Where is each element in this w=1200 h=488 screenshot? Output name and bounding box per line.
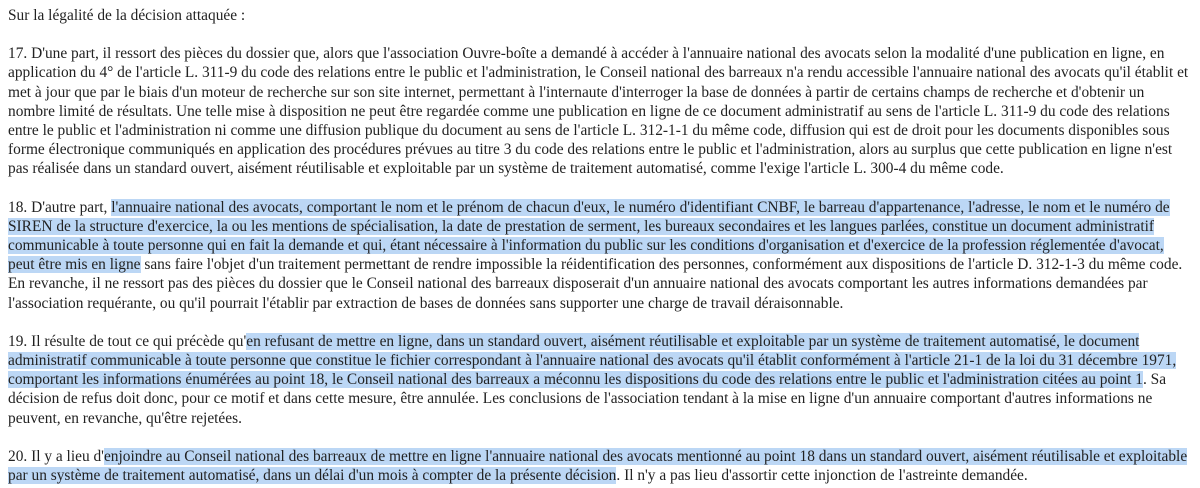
- paragraph-19-rest: . Sa décision de refus doit donc, pour ce motif et dans cette mesure, être annulée. Les conclusions de l'association tendant à la mise en ligne d'un annuaire comportant d'autres informations ne peuvent, en revanche, qu'être rejetées.: [8, 371, 1167, 427]
- paragraph-18-rest: sans faire l'objet d'un traitement permettant de rendre impossible la réidentification des personnes, conformément aux dispositions de l'article D. 312-1-3 du même code. En revanche, il ne ressort pas des pièces du dossier que le Conseil national des barreaux disposerait d'un annuaire national des avocats comportant les autres informations demandées par l'association requérante, ou qu'il pourrait l'établir par extraction de bases de données sans supporter une charge de travail déraisonnable.: [8, 256, 1183, 312]
- paragraph-18-highlight[interactable]: l'annuaire national des avocats, comportant le nom et le prénom de chacun d'eux, le numéro d'identifiant CNBF, le barreau d'appartenance, l'adresse, le nom et le numéro de SIREN de la structure d'exercice, la ou les mentions de spécialisation, la date de prestation de serment, les bureaux secondaires et les langues parlées, constitue un document administratif communicable à toute personne qui en fait la demande et qui, étant nécessaire à l'information du public sur les conditions d'organisation et d'exercice de la profession réglementée d'avocat, peut être mis en ligne: [8, 198, 1170, 274]
- paragraph-20-highlight[interactable]: enjoindre au Conseil national des barreaux de mettre en ligne l'annuaire national des avocats mentionné au point 18 dans un standard ouvert, aisément réutilisable et exploitable par un système de traitement automatisé, dans un délai d'un mois à compter de la présente décision: [8, 447, 1188, 485]
- paragraph-20: [8, 447, 1194, 485]
- section-heading: Sur la légalité de la décision attaquée :: [8, 7, 246, 24]
- paragraph-20-rest: . Il n'y a pas lieu d'assortir cette injonction de l'astreinte demandée.: [616, 467, 1028, 485]
- paragraph-19-highlight[interactable]: en refusant de mettre en ligne, dans un standard ouvert, aisément réutilisable et exploitable par un système de traitement automatisé, le document administratif communicable à toute personne que constitue le fichier correspondant à l'annuaire national des avocats qu'il établit conformément à l'article 21-1 de la loi du 31 décembre 1971, comportant les informations énumérées au point 18, le Conseil national des barreaux a méconnu les dispositions du code des relations entre le public et l'administration citées au point 1: [8, 332, 1177, 389]
- paragraph-19-lead: 19. Il résulte de tout ce qui précède qu': [8, 332, 247, 350]
- paragraph-20-lead: 20. Il y a lieu d': [8, 447, 104, 465]
- paragraph-18-lead: 18. D'autre part,: [8, 198, 112, 216]
- paragraph-17-text: 17. D'une part, il ressort des pièces du dossier que, alors que l'association Ouvre-boîte a demandé à accéder à l'annuaire national des avocats selon la modalité d'une publication en ligne, en application du 4° de l'article L. 311-9 du code des relations entre le public et l'administration, le Conseil national des barreaux n'a rendu accessible l'annuaire national des avocats qu'il établit et met à jour que par le biais d'un moteur de recherche sur son site internet, permettant à l'internaute d'interroger la base de données à partir de certains champs de recherche et d'obtenir un nombre limité de résultats. Une telle mise à disposition ne peut être regardée comme une publication en ligne de ce document administratif au sens de l'article L. 311-9 du code des relations entre le public et l'administration ni comme une diffusion publique du document au sens de l'article L. 312-1-1 du même code, diffusion qui est de droit pour les documents disponibles sous forme électronique communiqués en application des procédures prévues au titre 3 du code des relations entre le public et l'administration, alors au surplus que cette publication en ligne n'est pas réalisée dans un standard ouvert, aisément réutilisable et exploitable par un système de traitement automatisé, comme l'exige l'article L. 300-4 du même code.: [8, 45, 1189, 178]
- paragraph-19: [8, 332, 1194, 428]
- paragraph-18: [8, 198, 1194, 313]
- paragraph-17: [8, 44, 1194, 178]
